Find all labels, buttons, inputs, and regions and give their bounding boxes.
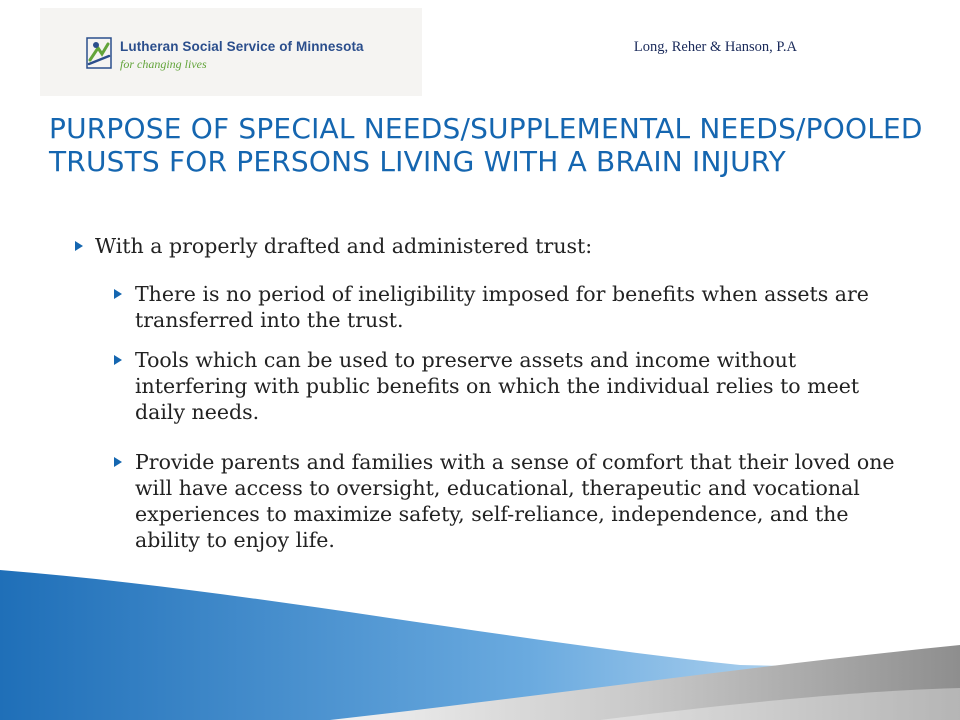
firm-name: Long, Reher & Hanson, P.A: [633, 39, 797, 55]
sub-bullet-comfort: Provide parents and families with a sense of comfort that their loved one will have access to oversight, educational, therapeutic and vocational experiences to maximize safety, self-reliance, independence, and the ability to enjoy life.: [135, 450, 895, 552]
arrow-bullet-icon: [75, 241, 83, 251]
logo-tagline: for changing lives: [120, 57, 207, 71]
logo-banner: [40, 8, 422, 96]
arrow-bullet-icon: [114, 355, 122, 365]
lssmn-logo-icon: [84, 36, 114, 70]
sub-bullet-tools: Tools which can be used to preserve assets and income without interfering with public benefits on which the individual relies to meet daily needs.: [135, 348, 860, 424]
wave-decoration: [0, 570, 960, 720]
bullet-main: With a properly drafted and administered trust:: [95, 234, 593, 258]
sub-bullet-ineligibility: There is no period of ineligibility imposed for benefits when assets are transferred into the trust.: [135, 282, 869, 332]
slide-title: PURPOSE OF SPECIAL NEEDS/SUPPLEMENTAL NEEDS/POOLED TRUSTS FOR PERSONS LIVING WITH A BRAIN INJURY: [49, 112, 923, 178]
arrow-bullet-icon: [114, 289, 122, 299]
logo-name: Lutheran Social Service of Minnesota: [120, 39, 364, 54]
arrow-bullet-icon: [114, 457, 122, 467]
